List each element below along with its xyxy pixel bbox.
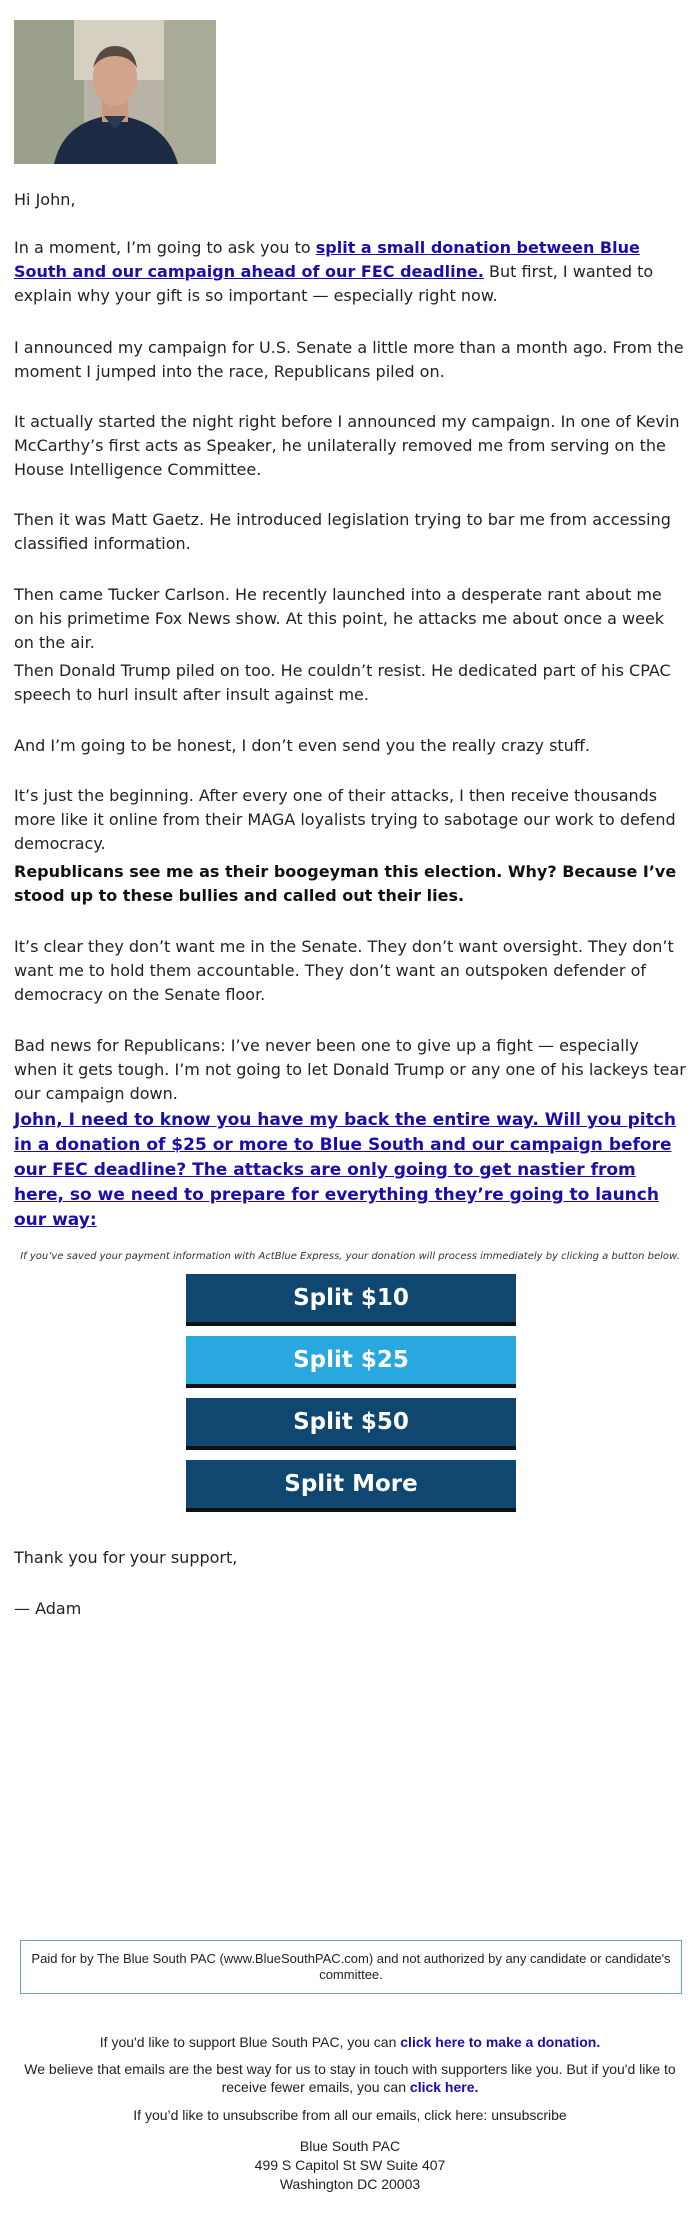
split-donation-link[interactable]: split a small donation between Blue South and our campaign ahead of our FEC deadline. [14, 238, 640, 281]
org-name [0, 2137, 700, 2155]
paragraph-honest: And I’m going to be honest, I don’t even send you the really crazy stuff. [14, 736, 590, 755]
fewer-emails-link[interactable]: click here. [409, 2079, 479, 2095]
unsubscribe-link[interactable]: unsubscribe [491, 2107, 567, 2123]
address-line-1 [0, 2156, 700, 2174]
support-line [0, 2033, 700, 2051]
make-donation-link[interactable]: click here to make a donation. [400, 2034, 601, 2050]
paragraph-carlson: Then came Tucker Carlson. He recently launched into a desperate rant about me on his primetime Fox News show. At this point, he attacks me about once a week on the air. [14, 585, 665, 652]
split-25-button[interactable]: Split $25 [186, 1336, 516, 1388]
fewer-emails-line [20, 2060, 680, 2096]
paragraph-campaign-announced: I announced my campaign for U.S. Senate a little more than a month ago. From the moment I jumped into the race, Republicans piled on. [14, 338, 684, 381]
address-line-2 [0, 2175, 700, 2193]
unsubscribe-line [0, 2106, 700, 2124]
intro-text-before: In a moment, I’m going to ask you to [14, 238, 316, 257]
address-2-text: Washington DC 20003 [279, 2176, 421, 2192]
fewer-emails-text: We believe that emails are the best way for us to stay in touch with supporters like you. But if you'd like to receive fewer emails, you can [24, 2061, 676, 2095]
paragraph-gaetz: Then it was Matt Gaetz. He introduced legislation trying to bar me from accessing classified information. [14, 510, 671, 553]
paragraph-mccarthy: It actually started the night right before I announced my campaign. In one of Kevin McCarthy’s first acts as Speaker, he unilaterally removed me from serving on the House Intelligence Committee. [14, 412, 680, 479]
paragraph-bad-news: Bad news for Republicans: I’ve never been one to give up a fight — especially when it gets tough. I’m not going to let Donald Trump or any one of his lackeys tear our campaign down. [14, 1036, 686, 1103]
paragraph-senate: It’s clear they don’t want me in the Senate. They don’t want oversight. They don’t want me to hold them accountable. They don’t want an outspoken defender of democracy on the Senate floor. [14, 937, 674, 1004]
org-name-text: Blue South PAC [299, 2138, 401, 2154]
split-10-button[interactable]: Split $10 [186, 1274, 516, 1326]
disclaimer-box: Paid for by The Blue South PAC (www.BlueSouthPAC.com) and not authorized by any candidate or candidate's committee. [20, 1940, 682, 1994]
actblue-express-note: If you’ve saved your payment information with ActBlue Express, your donation will process immediately by clicking a button below. [20, 1251, 680, 1262]
paragraph-trump: Then Donald Trump piled on too. He couldn’t resist. He dedicated part of his CPAC speech to hurl insult after insult against me. [14, 661, 671, 704]
intro-text-after: But first, I wanted to explain why your gift is so important — especially right now. [14, 262, 654, 305]
cta-donation-link[interactable]: John, I need to know you have my back the entire way. Will you pitch in a donation of $25 or more to Blue South and our campaign before our FEC deadline? The attacks are only going to get nastier from here, so we need to prepare for everything they’re going to launch our way: [14, 1110, 676, 1230]
closing-line: Thank you for your support, [14, 1548, 238, 1567]
paragraph-beginning: It’s just the beginning. After every one of their attacks, I then receive thousands more like it online from their MAGA loyalists trying to sabotage our work to defend democracy. [14, 786, 676, 853]
split-50-button[interactable]: Split $50 [186, 1398, 516, 1450]
split-more-button[interactable]: Split More [186, 1460, 516, 1512]
bold-paragraph: Republicans see me as their boogeyman this election. Why? Because I’ve stood up to these bullies and called out their lies. [14, 862, 677, 905]
signature: — Adam [14, 1599, 82, 1618]
greeting: Hi John, [14, 190, 76, 209]
unsubscribe-text: If you’d like to unsubscribe from all our emails, click here: [133, 2107, 492, 2123]
address-1-text: 499 S Capitol St SW Suite 407 [254, 2157, 446, 2173]
support-text: If you'd like to support Blue South PAC, you can [99, 2034, 401, 2050]
